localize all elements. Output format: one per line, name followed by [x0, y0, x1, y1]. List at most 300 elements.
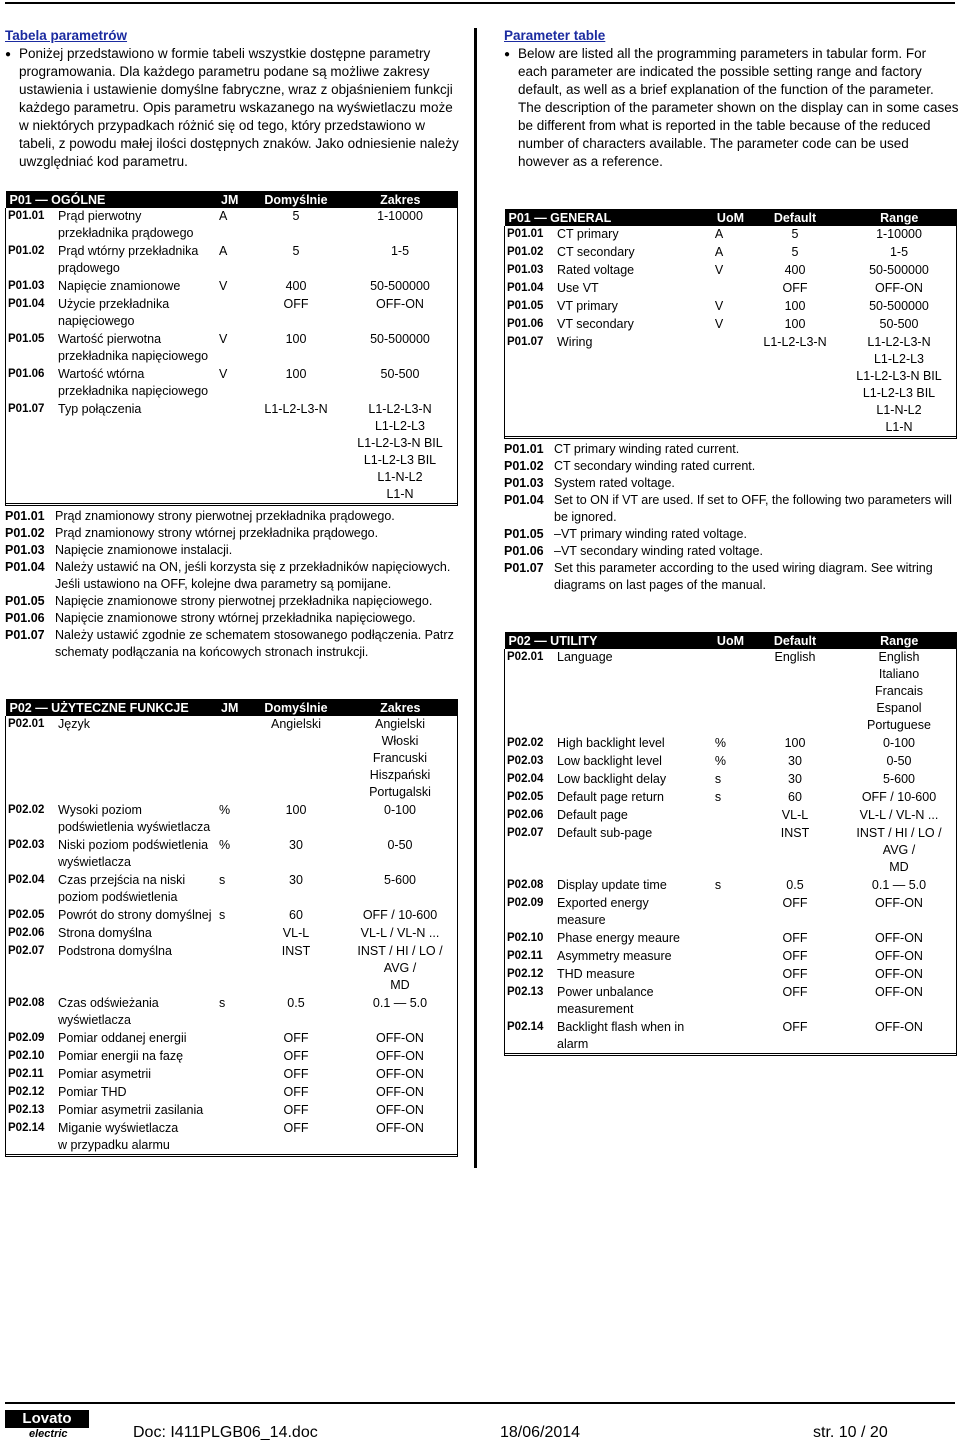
table-row	[505, 984, 957, 1018]
cell-unit: V	[714, 263, 724, 277]
spacer-cell	[505, 1054, 957, 1056]
cell-code: P01.04	[6, 296, 57, 330]
cell-desc: VT secondary	[557, 317, 634, 331]
cell-def: OFF	[283, 1067, 309, 1081]
cell-unit: A	[714, 227, 724, 241]
cell-def: 30	[788, 754, 802, 768]
cell-unit	[713, 807, 748, 824]
cell-rng: VL-L / VL-N ...	[343, 925, 458, 942]
cell-def: OFF	[782, 985, 808, 999]
table-row	[6, 366, 458, 400]
cell-desc: Niski poziom podświetlenia wyświetlacza	[58, 838, 209, 869]
cell-desc: Backlight flash when in alarm	[555, 1019, 713, 1054]
cell-def: L1-L2-L3-N	[748, 334, 842, 437]
cell-rng: OFF-ON	[343, 1084, 458, 1101]
cell-code: P01.02	[505, 244, 556, 261]
cell-desc: Power unbalance measurement	[557, 985, 654, 1016]
column-header: P02 — UTILITY	[505, 632, 713, 649]
cell-rng: 50-500	[343, 366, 458, 400]
cell-def: 100	[285, 332, 307, 346]
cell-unit: %	[219, 838, 231, 852]
cell-rng: L1-L2-L3-N L1-L2-L3 L1-L2-L3-N BIL L1-L2-L3 BIL L1-N-L2 L1-N	[343, 401, 458, 504]
note-text: –VT primary winding rated voltage.	[554, 527, 747, 541]
cell-def: OFF	[782, 967, 808, 981]
cell-code: P01.05	[505, 298, 556, 315]
note-text: Napięcie znamionowe strony wtórnej przekładnika napięciowego.	[55, 611, 416, 625]
section-heading: Parameter table	[504, 28, 606, 43]
column-header: Default	[748, 632, 842, 649]
cell-unit	[713, 930, 748, 947]
cell-desc: Phase energy meaure	[557, 931, 680, 945]
cell-def: VL-L	[781, 808, 809, 822]
cell-unit: V	[714, 299, 724, 313]
note-text: Prąd znamionowy strony wtórnej przekładnika prądowego.	[55, 526, 379, 540]
english-column	[504, 28, 959, 1056]
cell-unit: A	[219, 244, 228, 258]
cell-unit	[217, 1030, 249, 1047]
cell-rng: OFF-ON	[842, 930, 957, 947]
cell-desc: Prąd wtórny przekładnika prądowego	[58, 244, 199, 275]
column-header: Domyślnie	[249, 699, 343, 716]
cell-code: P02.02	[6, 802, 57, 836]
cell-desc: Pomiar oddanej energii	[58, 1031, 187, 1045]
column-header: P01 — GENERAL	[505, 209, 713, 226]
cell-unit	[713, 649, 748, 734]
cell-code: P01.07	[505, 334, 556, 437]
cell-def: 60	[289, 908, 303, 922]
cell-code: P02.06	[6, 925, 57, 942]
cell-def: English	[774, 650, 816, 664]
cell-def: 400	[784, 263, 806, 277]
cell-unit: V	[219, 332, 228, 346]
cell-rng: 50-500000	[343, 278, 458, 295]
cell-code: P02.13	[6, 1102, 57, 1119]
table-row	[505, 334, 957, 437]
note-text: Należy ustawić na ON, jeśli korzysta się z przekładników napięciowych. Jeśli ustawiono na OFF, kolejne dwa parametry są pomijane.	[55, 560, 451, 591]
table-row	[6, 1084, 458, 1101]
column-header: P02 — UŻYTECZNE FUNKCJE	[6, 699, 218, 716]
table-row	[6, 995, 458, 1029]
cell-def: 30	[788, 772, 802, 786]
cell-def: 400	[285, 279, 307, 293]
note-code: P01.05	[5, 594, 45, 608]
p01-table	[504, 209, 959, 439]
note-item	[5, 542, 460, 559]
lovato-logo: Lovato electric	[5, 1410, 89, 1440]
note-code: P01.05	[504, 527, 544, 541]
cell-rng: OFF-ON	[343, 1030, 458, 1047]
column-header: UoM	[713, 209, 748, 226]
column-header: UoM	[713, 632, 748, 649]
table-row	[505, 825, 957, 876]
cell-def: 5	[292, 209, 300, 223]
cell-def: 0.5	[287, 996, 305, 1010]
cell-code: P02.09	[6, 1030, 57, 1047]
table-row	[6, 331, 458, 365]
cell-rng: OFF-ON	[842, 1019, 957, 1054]
page-footer	[5, 1402, 955, 1442]
cell-unit: V	[219, 367, 228, 381]
table-row	[505, 948, 957, 965]
cell-desc: Low backlight level	[557, 754, 662, 768]
cell-code: P02.02	[505, 735, 556, 752]
cell-def: 30	[289, 838, 303, 852]
cell-rng: 0-100	[343, 802, 458, 836]
cell-def: INST	[281, 944, 311, 958]
cell-def: OFF	[782, 281, 808, 295]
note-text: Set to ON if VT are used. If set to OFF, the following two parameters will be ignored.	[554, 493, 952, 524]
cell-code: P01.06	[505, 316, 556, 333]
table-row	[6, 1030, 458, 1047]
column-header: Range	[842, 209, 957, 226]
cell-desc: Asymmetry measure	[557, 949, 672, 963]
cell-unit: %	[714, 754, 727, 768]
cell-def: 100	[784, 317, 806, 331]
note-code: P01.03	[5, 543, 45, 557]
cell-def: 5	[791, 227, 799, 241]
cell-desc: Language	[557, 650, 613, 664]
cell-code: P02.04	[505, 771, 556, 788]
table-row	[6, 802, 458, 836]
cell-rng: 1-10000	[842, 226, 957, 243]
cell-code: P02.03	[6, 837, 57, 871]
cell-desc: Czas odświeżania wyświetlacza	[58, 996, 159, 1027]
column-header: Zakres	[343, 191, 458, 208]
cell-unit	[713, 984, 748, 1018]
note-text: CT primary winding rated current.	[554, 442, 740, 456]
cell-unit	[713, 334, 748, 437]
table-row	[505, 771, 957, 788]
cell-desc: THD measure	[557, 967, 635, 981]
note-text: Prąd znamionowy strony pierwotnej przekładnika prądowego.	[55, 509, 395, 523]
row-spacer	[505, 1054, 957, 1056]
note-text: Należy ustawić zgodnie ze schematem stosowanego podłączenia. Patrz schematy podłączania na końcowych stronach instrukcji.	[55, 628, 454, 659]
cell-code: P01.06	[6, 366, 57, 400]
cell-def: L1-L2-L3-N	[249, 401, 343, 504]
cell-code: P02.01	[505, 649, 556, 734]
cell-code: P02.01	[6, 716, 57, 801]
cell-def: OFF	[748, 1019, 842, 1054]
cell-def: 30	[289, 873, 303, 887]
document-id: Doc: I411PLGB06_14.doc	[133, 1424, 318, 1441]
parameter-table	[504, 209, 957, 439]
cell-code: P02.10	[6, 1048, 57, 1065]
cell-code: P02.05	[6, 907, 57, 924]
note-code: P01.02	[504, 459, 544, 473]
cell-unit	[217, 401, 249, 504]
cell-unit	[713, 280, 748, 297]
cell-desc: Prąd pierwotny przekładnika prądowego	[58, 209, 194, 240]
note-item	[504, 458, 959, 475]
cell-def: 5	[791, 245, 799, 259]
note-code: P01.02	[5, 526, 45, 540]
cell-rng: 1-5	[343, 243, 458, 277]
intro-paragraph: ● Below are listed all the programming parameters in tabular form. For each parameter are indicated the possible setting range and factory default, as well as a brief explanation of the function of the parameter. The description of the parameter shown on the display can in some cases be different from what is reported in the table because of the reduced number of characters available. The parameter code can be used however as a reference.	[504, 46, 959, 169]
cell-rng: 5-600	[343, 872, 458, 906]
cell-rng: INST / HI / LO / AVG / MD	[842, 825, 957, 876]
note-item	[504, 492, 959, 526]
cell-rng: 0.1 — 5.0	[343, 995, 458, 1029]
note-item	[504, 543, 959, 560]
cell-def: OFF	[782, 949, 808, 963]
cell-code: P02.05	[505, 789, 556, 806]
cell-desc: Powrót do strony domyślnej	[58, 908, 212, 922]
cell-unit: s	[219, 908, 226, 922]
cell-code: P01.05	[6, 331, 57, 365]
cell-code: P02.08	[505, 877, 556, 894]
cell-desc: Wartość pierwotna przekładnika napięciowego	[58, 332, 209, 363]
cell-unit: s	[219, 873, 226, 887]
table-row	[6, 943, 458, 994]
table-row	[505, 244, 957, 261]
table-row	[505, 316, 957, 333]
note-code: P01.01	[5, 509, 45, 523]
cell-rng: 0-50	[842, 753, 957, 770]
cell-unit	[217, 1066, 249, 1083]
cell-desc: Wysoki poziom podświetlenia wyświetlacza	[58, 803, 211, 834]
cell-code: P02.14	[6, 1120, 57, 1155]
cell-rng: English Italiano Francais Espanol Portuguese	[842, 649, 957, 734]
cell-desc: Rated voltage	[557, 263, 635, 277]
cell-code: P01.01	[6, 208, 57, 242]
cell-rng: OFF-ON	[343, 1120, 458, 1155]
section-heading: Tabela parametrów	[5, 28, 128, 43]
cell-rng: Angielski Włoski Francuski Hiszpański Portugalski	[343, 716, 458, 801]
cell-desc: CT primary	[557, 227, 619, 241]
cell-rng: OFF / 10-600	[343, 907, 458, 924]
table-row	[505, 930, 957, 947]
column-header: P01 — OGÓLNE	[6, 191, 218, 208]
table-row	[505, 280, 957, 297]
cell-def: 0.5	[786, 878, 804, 892]
column-header: JM	[217, 699, 249, 716]
cell-code: P02.14	[505, 1019, 556, 1054]
cell-rng: 5-600	[842, 771, 957, 788]
cell-code: P01.04	[505, 280, 556, 297]
parameter-table	[5, 191, 458, 506]
column-header: Domyślnie	[249, 191, 343, 208]
intro-paragraph: ● Poniżej przedstawiono w formie tabeli wszystkie dostępne parametry programowania. Dla każdego parametru podane są możliwe zakresy ustawienia i ustawienie domyślne fabryczne, wraz z objaśnieniem funkcji każdego parametru. Opis parametru wskazanego na wyświetlaczu może w niektórych przypadkach różnić się od tego, który przedstawiono w tabeli, z powodu małej ilości dostępnych znaków. Jako odniesienie należy uwzględniać kod parametru.	[5, 46, 459, 169]
cell-rng: OFF-ON	[343, 296, 458, 330]
cell-desc: Default page	[557, 808, 628, 822]
cell-def: OFF	[283, 297, 309, 311]
note-item	[5, 627, 460, 661]
note-item	[5, 525, 460, 542]
note-code: P01.07	[504, 561, 544, 575]
cell-rng: OFF-ON	[343, 1102, 458, 1119]
note-code: P01.06	[5, 611, 45, 625]
cell-def: OFF	[782, 896, 808, 910]
cell-desc: Wiring	[555, 334, 713, 437]
cell-desc: Exported energy measure	[557, 896, 649, 927]
cell-rng: OFF-ON	[842, 966, 957, 983]
column-header: JM	[217, 191, 249, 208]
top-rule	[5, 2, 955, 4]
cell-unit: s	[219, 996, 226, 1010]
cell-def: 60	[788, 790, 802, 804]
cell-rng: OFF-ON	[842, 984, 957, 1018]
cell-code: P02.10	[505, 930, 556, 947]
cell-code: P01.03	[6, 278, 57, 295]
cell-def: 5	[292, 244, 300, 258]
row-spacer	[505, 437, 957, 439]
note-text: System rated voltage.	[554, 476, 675, 490]
cell-unit: A	[219, 209, 228, 223]
table-row	[6, 1102, 458, 1119]
cell-unit	[217, 1048, 249, 1065]
cell-code: P01.02	[6, 243, 57, 277]
row-spacer	[6, 1155, 458, 1157]
cell-code: P01.01	[505, 226, 556, 243]
column-header: Zakres	[343, 699, 458, 716]
polish-column	[5, 28, 460, 1157]
cell-unit: %	[714, 736, 727, 750]
p01-table	[5, 191, 460, 506]
table-row	[6, 1120, 458, 1155]
cell-unit	[217, 296, 249, 330]
table-row	[505, 298, 957, 315]
cell-code: P01.03	[505, 262, 556, 279]
cell-code: P02.12	[505, 966, 556, 983]
cell-unit	[713, 825, 748, 876]
note-item	[5, 559, 460, 593]
cell-unit: s	[714, 772, 722, 786]
cell-desc: Miganie wyświetlacza w przypadku alarmu	[56, 1120, 217, 1155]
bullet-icon: ●	[504, 49, 511, 60]
cell-desc: Typ połączenia	[56, 401, 217, 504]
cell-desc: Default sub-page	[557, 826, 653, 840]
table-row	[505, 966, 957, 983]
cell-def: OFF	[283, 1049, 309, 1063]
cell-unit	[217, 1102, 249, 1119]
note-text: CT secondary winding rated current.	[554, 459, 756, 473]
table-row	[6, 208, 458, 242]
table-row	[505, 1019, 957, 1054]
cell-def: OFF	[283, 1103, 309, 1117]
note-code: P01.01	[504, 442, 544, 456]
table-row	[6, 296, 458, 330]
cell-unit	[713, 1019, 748, 1054]
note-item	[5, 593, 460, 610]
cell-desc: Wartość wtórna przekładnika napięciowego	[58, 367, 209, 398]
note-code: P01.07	[5, 628, 45, 642]
cell-desc: Pomiar asymetrii zasilania	[58, 1103, 204, 1117]
cell-rng: OFF / 10-600	[842, 789, 957, 806]
cell-unit: A	[714, 245, 724, 259]
cell-desc: CT secondary	[557, 245, 635, 259]
table-row	[505, 789, 957, 806]
cell-code: P01.07	[6, 401, 57, 504]
table-row	[6, 401, 458, 504]
cell-def: OFF	[249, 1120, 343, 1155]
cell-desc: Default page return	[557, 790, 665, 804]
p02-table	[504, 632, 959, 1056]
cell-rng: 50-500	[842, 316, 957, 333]
cell-rng: 1-10000	[343, 208, 458, 242]
column-header: Range	[842, 632, 957, 649]
cell-desc: Use VT	[557, 281, 599, 295]
cell-code: P02.12	[6, 1084, 57, 1101]
cell-desc: Display update time	[557, 878, 667, 892]
bullet-icon: ●	[5, 49, 12, 60]
cell-rng: 0.1 — 5.0	[842, 877, 957, 894]
cell-unit	[713, 948, 748, 965]
cell-desc: Język	[58, 717, 90, 731]
table-row	[6, 278, 458, 295]
cell-code: P02.11	[6, 1066, 57, 1083]
cell-unit: V	[714, 317, 724, 331]
cell-desc: VT primary	[557, 299, 618, 313]
cell-unit	[217, 943, 249, 994]
cell-code: P02.11	[505, 948, 556, 965]
note-item	[5, 610, 460, 627]
cell-rng: 0-50	[343, 837, 458, 871]
cell-unit	[713, 966, 748, 983]
p01-notes	[504, 441, 959, 594]
note-item	[5, 508, 460, 525]
table-row	[6, 243, 458, 277]
page-number: str. 10 / 20	[813, 1424, 888, 1441]
cell-code: P02.04	[6, 872, 57, 906]
column-header: Default	[748, 209, 842, 226]
cell-rng: 50-500000	[842, 262, 957, 279]
parameter-table	[5, 699, 458, 1157]
spacer-cell	[505, 437, 957, 439]
document-date: 18/06/2014	[500, 1424, 581, 1441]
cell-desc: Czas przejścia na niski poziom podświetlenia	[58, 873, 186, 904]
table-row	[505, 226, 957, 243]
note-item	[504, 475, 959, 492]
table-row	[505, 807, 957, 824]
cell-desc: Strona domyślna	[58, 926, 152, 940]
cell-code: P02.07	[505, 825, 556, 876]
table-row	[505, 877, 957, 894]
cell-def: 100	[784, 299, 806, 313]
table-row	[505, 735, 957, 752]
cell-code: P02.13	[505, 984, 556, 1018]
spacer-cell	[6, 504, 458, 506]
cell-desc: Napięcie znamionowe	[58, 279, 181, 293]
p01-notes	[5, 508, 460, 661]
cell-def: 100	[285, 803, 307, 817]
row-spacer	[6, 504, 458, 506]
table-row	[6, 716, 458, 801]
cell-unit: %	[219, 803, 231, 817]
cell-unit: V	[219, 279, 228, 293]
note-text: Set this parameter according to the used wiring diagram. See witring diagrams on last pages of the manual.	[554, 561, 933, 592]
table-row	[6, 925, 458, 942]
cell-rng: OFF-ON	[842, 948, 957, 965]
cell-rng: 1-5	[842, 244, 957, 261]
column-divider	[474, 28, 477, 1168]
cell-rng: OFF-ON	[842, 895, 957, 929]
note-item	[504, 441, 959, 458]
cell-unit	[217, 1084, 249, 1101]
cell-code: P02.09	[505, 895, 556, 929]
note-code: P01.03	[504, 476, 544, 490]
cell-desc: Podstrona domyślna	[58, 944, 172, 958]
table-row	[6, 872, 458, 906]
cell-code: P02.07	[6, 943, 57, 994]
note-text: Napięcie znamionowe instalacji.	[55, 543, 233, 557]
cell-rng: 50-500000	[343, 331, 458, 365]
note-item	[504, 560, 959, 594]
cell-rng: 50-500000	[842, 298, 957, 315]
cell-unit	[217, 925, 249, 942]
table-row	[505, 262, 957, 279]
cell-rng: OFF-ON	[842, 280, 957, 297]
cell-rng: 0-100	[842, 735, 957, 752]
